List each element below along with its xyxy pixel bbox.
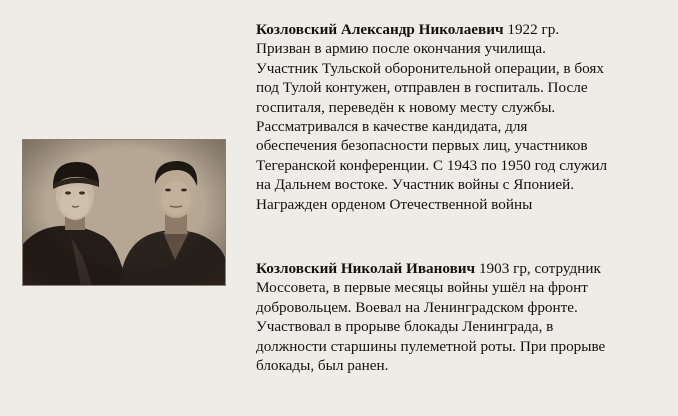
bio-line: добровольцем. Воевал на Ленинградском фронте. [256,298,578,316]
person-name: Козловский Александр Николаевич [256,21,504,38]
bio-line: госпиталя, переведён к новому месту службы. [256,98,556,116]
person-name: Козловский Николай Иванович [256,260,476,277]
bio-line: Моссовета, в первые месяцы войны ушёл на фронт [256,279,588,297]
portrait-photo [22,139,226,286]
bio-heading [256,20,666,39]
biography-nikolai [256,259,666,375]
bio-line: Призван в армию после окончания училища. [256,40,546,58]
bio-line: под Тулой контужен, отправлен в госпиталь. После [256,79,588,97]
bio-line: Участник Тульской оборонительной операции, в боях [256,59,604,77]
bio-line: Участвовал в прорыве блокады Ленинграда, в [256,318,554,336]
bio-line: Тегеранской конференции. С 1943 по 1950 год служил [256,156,608,174]
bio-line: блокады, был ранен. [256,357,389,375]
birth-year: 1903 гр, сотрудник [475,260,601,277]
bio-line: Рассматривался в качестве кандидата, для [256,118,528,136]
biography-alexander [256,20,666,214]
birth-year: 1922 гр. [503,21,560,38]
bio-line: Награжден орденом Отечественной войны [256,195,533,213]
sepia-portrait-photo-icon [23,140,226,286]
bio-line: должности старшины пулеметной роты. При прорыве [256,337,606,355]
bio-line: на Дальнем востоке. Участник войны с Японией. [256,176,574,194]
bio-line: обеспечения безопасности первых лиц, участников [256,137,588,155]
bio-heading [256,259,666,278]
